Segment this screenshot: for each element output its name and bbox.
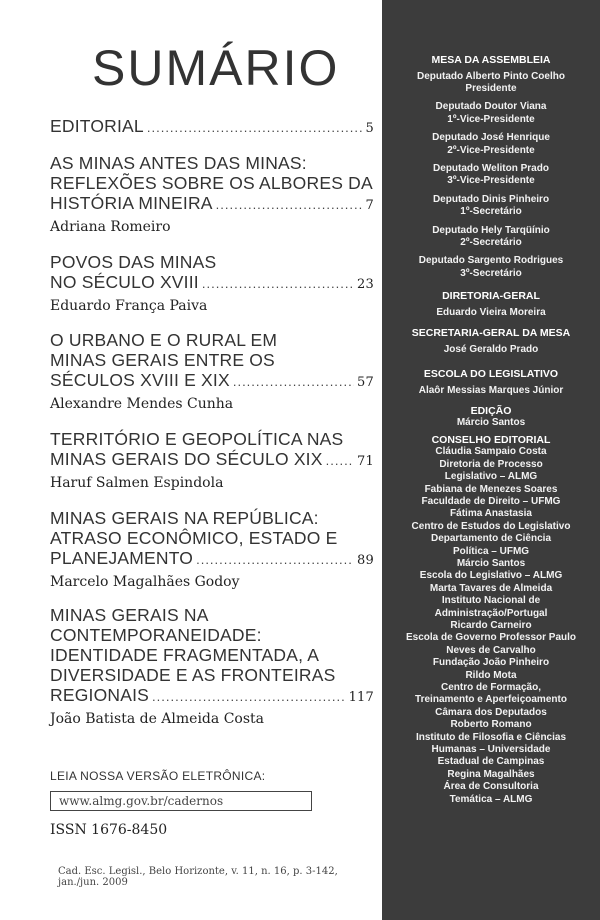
toc-page-number: 23 bbox=[357, 277, 374, 292]
toc-entry-title-line: DIVERSIDADE E AS FRONTEIRAS bbox=[50, 665, 336, 685]
toc-entry-title-line bbox=[50, 116, 374, 139]
member-affiliation: Escola do Legislativo – ALMG bbox=[419, 570, 563, 582]
conselho-member bbox=[382, 769, 600, 806]
mesa-member bbox=[382, 101, 600, 126]
mesa-member bbox=[382, 255, 600, 280]
toc-entry-title-line: TERRITÓRIO E GEOPOLÍTICA NAS bbox=[50, 429, 344, 449]
escola-name: Alaôr Messias Marques Júnior bbox=[418, 384, 564, 396]
escola-heading: ESCOLA DO LEGISLATIVO bbox=[423, 368, 559, 380]
edicao-name: Márcio Santos bbox=[456, 417, 526, 429]
dot-leader bbox=[233, 372, 354, 392]
member-role: 1º-Vice-Presidente bbox=[447, 113, 535, 125]
toc-entry-title-line bbox=[50, 370, 374, 393]
mesa-member bbox=[382, 194, 600, 219]
online-version-label: LEIA NOSSA VERSÃO ELETRÔNICA: bbox=[50, 769, 266, 783]
member-name: Deputado Sargento Rodrigues bbox=[418, 255, 564, 267]
member-affiliation: Câmara dos Deputados bbox=[435, 706, 547, 718]
toc-entry-title-line: REFLEXÕES SOBRE OS ALBORES DA bbox=[50, 173, 373, 193]
member-affiliation: Faculdade de Direito – UFMG bbox=[421, 495, 561, 507]
toc-entry-editorial[interactable] bbox=[50, 116, 374, 139]
dot-leader bbox=[147, 118, 363, 138]
toc-entry-title: EDITORIAL bbox=[50, 116, 144, 136]
member-affiliation: Humanas – Universidade bbox=[431, 744, 551, 756]
member-name: Márcio Santos bbox=[456, 557, 526, 569]
masthead-column bbox=[382, 0, 600, 920]
toc-entry-territorio[interactable] bbox=[50, 429, 374, 493]
mesa-member bbox=[382, 71, 600, 96]
member-name: Deputado Doutor Viana bbox=[435, 101, 547, 113]
toc-entry-title-line bbox=[50, 548, 374, 571]
citation-line: Cad. Esc. Legisl., Belo Horizonte, v. 11, n. 16, p. 3-142, jan./jun. 2009 bbox=[58, 866, 338, 888]
toc-entry-author: João Batista de Almeida Costa bbox=[50, 711, 264, 727]
member-affiliation: Instituto de Filosofia e Ciências bbox=[415, 731, 567, 743]
member-affiliation: Administração/Portugal bbox=[434, 607, 548, 619]
conselho-member bbox=[382, 670, 600, 720]
member-name: Cláudia Sampaio Costa bbox=[435, 446, 547, 458]
member-affiliation: Departamento de Ciência bbox=[430, 533, 552, 545]
mesa-member bbox=[382, 225, 600, 250]
member-affiliation: Neves de Carvalho bbox=[446, 644, 536, 656]
member-name: Deputado Weliton Prado bbox=[433, 162, 549, 174]
toc-entry-title-line: O URBANO E O RURAL EM bbox=[50, 330, 278, 350]
toc-entry-title: NO SÉCULO XVIII bbox=[50, 272, 199, 292]
member-role: 2º-Vice-Presidente bbox=[447, 144, 535, 156]
conselho-member bbox=[382, 508, 600, 558]
secretaria-name: José Geraldo Prado bbox=[443, 343, 539, 355]
member-name: Regina Magalhães bbox=[447, 768, 535, 780]
member-affiliation: Instituto Nacional de bbox=[441, 595, 541, 607]
member-affiliation: Área de Consultoria bbox=[443, 781, 539, 793]
toc-entry-author: Haruf Salmen Espindola bbox=[50, 475, 224, 491]
toc-entry-title-line bbox=[50, 449, 374, 472]
toc-entry-author: Alexandre Mendes Cunha bbox=[50, 396, 234, 412]
member-name: Roberto Romano bbox=[450, 719, 532, 731]
member-name: Rildo Mota bbox=[465, 669, 517, 681]
member-affiliation: Fundação João Pinheiro bbox=[432, 657, 550, 669]
toc-page-number: 5 bbox=[365, 121, 374, 136]
toc-page-number: 57 bbox=[357, 375, 374, 390]
member-affiliation: Centro de Estudos do Legislativo bbox=[411, 520, 571, 532]
toc-entry-author: Marcelo Magalhães Godoy bbox=[50, 574, 240, 590]
toc-entry-title-line: IDENTIDADE FRAGMENTADA, A bbox=[50, 645, 320, 665]
toc-entry-author: Eduardo França Paiva bbox=[50, 298, 208, 314]
toc-entry-title: REGIONAIS bbox=[50, 685, 150, 705]
member-affiliation: Temática – ALMG bbox=[449, 793, 533, 805]
toc-page-number: 7 bbox=[365, 198, 374, 213]
member-affiliation: Centro de Formação, bbox=[440, 682, 542, 694]
toc-entry-title-line: MINAS GERAIS NA bbox=[50, 605, 209, 625]
member-affiliation: Treinamento e Aperfeiçoamento bbox=[415, 694, 567, 706]
member-name: Deputado Alberto Pinto Coelho bbox=[417, 70, 565, 82]
issn-number: ISSN 1676-8450 bbox=[50, 822, 168, 838]
toc-entry-title-line: CONTEMPORANEIDADE: bbox=[50, 625, 262, 645]
member-role: Presidente bbox=[465, 82, 517, 94]
conselho-member bbox=[382, 484, 600, 509]
conselho-heading: CONSELHO EDITORIAL bbox=[431, 433, 551, 446]
dot-leader bbox=[196, 550, 354, 570]
secretaria-heading: SECRETARIA-GERAL DA MESA bbox=[411, 327, 571, 340]
conselho-member bbox=[382, 719, 600, 769]
member-name: Marta Tavares de Almeida bbox=[429, 582, 553, 594]
toc-entry-title-line bbox=[50, 272, 374, 295]
mesa-member bbox=[382, 163, 600, 188]
dot-leader bbox=[216, 195, 363, 215]
toc-entry-title: HISTÓRIA MINEIRA bbox=[50, 193, 213, 213]
member-name: Deputado José Henrique bbox=[432, 132, 550, 144]
toc-entry-title: SÉCULOS XVIII E XIX bbox=[50, 370, 230, 390]
toc-entry-contemporaneidade[interactable] bbox=[50, 605, 374, 729]
member-affiliation: Estadual de Campinas bbox=[437, 756, 545, 768]
diretoria-name: Eduardo Vieira Moreira bbox=[436, 306, 546, 318]
member-role: 2º-Secretário bbox=[460, 236, 522, 248]
toc-entry-title: MINAS GERAIS DO SÉCULO XIX bbox=[50, 449, 323, 469]
toc-entry-title-line: MINAS GERAIS ENTRE OS bbox=[50, 350, 275, 370]
member-name: Ricardo Carneiro bbox=[450, 620, 532, 631]
toc-entry-title-line bbox=[50, 193, 374, 216]
online-version-link[interactable]: www.almg.gov.br/cadernos bbox=[50, 791, 312, 811]
page-title: SUMÁRIO bbox=[92, 40, 340, 96]
member-name: Deputado Hely Tarqüínio bbox=[432, 224, 550, 236]
toc-entry-title: PLANEJAMENTO bbox=[50, 548, 194, 568]
member-name: Fátima Anastasia bbox=[450, 508, 532, 520]
toc-page-number: 117 bbox=[348, 690, 374, 705]
dot-leader bbox=[152, 687, 346, 707]
member-role: 3º-Vice-Presidente bbox=[447, 175, 535, 187]
dot-leader bbox=[326, 451, 354, 471]
toc-entry-title-line: POVOS DAS MINAS bbox=[50, 252, 217, 272]
toc-entry-as-minas[interactable] bbox=[50, 153, 374, 237]
member-affiliation: Diretoria de Processo bbox=[439, 458, 543, 470]
conselho-member bbox=[382, 446, 600, 483]
member-affiliation: Escola de Governo Professor Paulo bbox=[405, 632, 577, 644]
member-name: Deputado Dinis Pinheiro bbox=[432, 193, 550, 205]
mesa-member bbox=[382, 132, 600, 157]
toc-entry-urbano-rural[interactable] bbox=[50, 330, 374, 414]
member-affiliation: Política – UFMG bbox=[452, 545, 530, 557]
toc-entry-title-line: ATRASO ECONÔMICO, ESTADO E bbox=[50, 528, 338, 548]
toc-entry-republica[interactable] bbox=[50, 508, 374, 592]
conselho-member bbox=[382, 583, 600, 620]
member-affiliation: Legislativo – ALMG bbox=[444, 471, 538, 483]
diretoria-heading: DIRETORIA-GERAL bbox=[442, 290, 540, 303]
toc-entry-povos[interactable] bbox=[50, 252, 374, 316]
toc-page-number: 71 bbox=[357, 454, 374, 469]
conselho-member bbox=[382, 620, 600, 670]
member-name: Fabiana de Menezes Soares bbox=[424, 483, 558, 495]
toc-page-number: 89 bbox=[357, 553, 374, 568]
member-role: 1º-Secretário bbox=[460, 206, 522, 218]
edicao-heading: EDIÇÃO bbox=[470, 404, 512, 417]
toc-entry-author: Adriana Romeiro bbox=[50, 219, 171, 235]
mesa-heading: MESA DA ASSEMBLEIA bbox=[431, 54, 551, 66]
toc-entry-title-line bbox=[50, 685, 374, 708]
toc-entry-title-line: MINAS GERAIS NA REPÚBLICA: bbox=[50, 508, 319, 528]
toc-entry-title-line: AS MINAS ANTES DAS MINAS: bbox=[50, 153, 307, 173]
conselho-member bbox=[382, 558, 600, 583]
dot-leader bbox=[202, 274, 354, 294]
member-role: 3º-Secretário bbox=[460, 267, 522, 279]
